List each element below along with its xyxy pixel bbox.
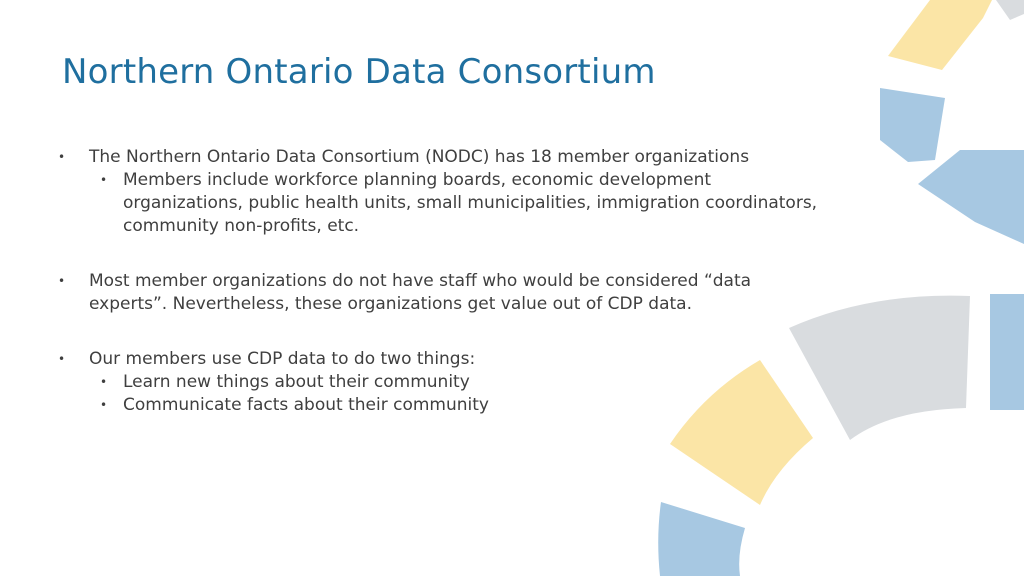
slide-title: Northern Ontario Data Consortium [62,52,656,92]
sub-bullet-text-line: community non-profits, etc. [123,216,360,236]
sub-bullet-dot: • [100,375,108,389]
bullet-item [58,146,878,169]
ring-segment-blue-bottom [658,502,745,576]
bullet-text-line: Most member organizations do not have staff who would be considered “data [89,271,752,291]
bullet-dot: • [58,150,66,164]
sub-bullet-item [58,371,878,394]
paragraph-gap [58,238,878,270]
ring-segment-blue-edge [990,294,1024,410]
ring-segment-blue-right [918,150,1024,244]
sub-bullet-text-line: organizations, public health units, small municipalities, immigration coordinators, [123,193,818,213]
paragraph-gap [58,316,878,348]
sub-bullet-dot: • [100,398,108,412]
ring-segment-yellow-top [888,0,992,70]
bullet-text: The Northern Ontario Data Consortium (NODC) has 18 member organizations [89,147,750,167]
sub-bullet-dot: • [100,173,108,187]
bullet-text-line: experts”. Nevertheless, these organizations get value out of CDP data. [89,294,692,314]
bullet-dot: • [58,352,66,366]
bullet-item [58,348,878,371]
sub-bullet-item [58,394,878,417]
ring-segment-blue-left [880,88,945,162]
sub-bullet-text-line: Members include workforce planning boards, economic development [123,170,712,190]
bullet-text: Our members use CDP data to do two things: [89,349,476,369]
slide-body [58,146,878,417]
bullet-item [58,270,878,316]
sub-bullet-text-line: Learn new things about their community [123,372,470,392]
bullet-dot: • [58,274,66,288]
sub-bullet-item [58,169,878,238]
sub-bullet-text-line: Communicate facts about their community [123,395,489,415]
ring-segment-grey-top [996,0,1024,20]
